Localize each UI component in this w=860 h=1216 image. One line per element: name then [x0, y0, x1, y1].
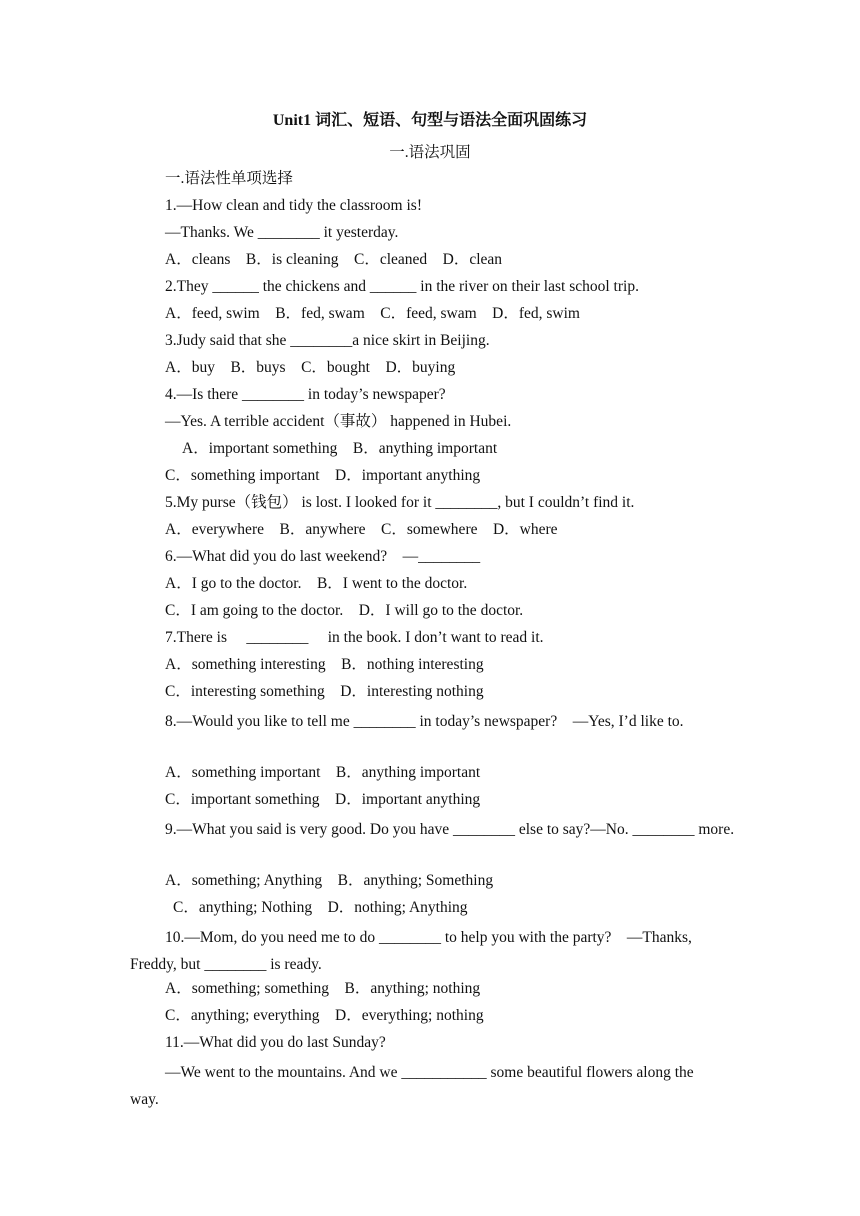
question-9-options-cd: C．anything; Nothing D．nothing; Anything — [173, 899, 468, 916]
question-1-options: A．cleans B．is cleaning C．cleaned D．clean — [165, 251, 503, 268]
question-7-options-ab: A．something interesting B．nothing interesting — [165, 656, 484, 673]
section-heading: 一.语法性单项选择 — [165, 170, 293, 187]
question-7-options-cd: C．interesting something D．interesting nothing — [165, 683, 484, 700]
question-3-options: A．buy B．buys C．bought D．buying — [165, 359, 456, 376]
question-2: 2.They ______ the chickens and ______ in the river on their last school trip. — [165, 278, 639, 295]
question-4: 4.—Is there ________ in today’s newspaper? — [165, 386, 446, 403]
question-1-answer-line: —Thanks. We ________ it yesterday. — [165, 224, 399, 241]
question-10: 10.—Mom, do you need me to do ________ to help you with the party? —Thanks, Freddy, but ________ is ready. — [130, 929, 692, 973]
question-8: 8.—Would you like to tell me ________ in today’s newspaper? —Yes, I’d like to. — [165, 713, 684, 730]
question-10-options-ab: A．something; something B．anything; nothing — [165, 980, 481, 997]
question-4-options-cd: C．something important D．important anything — [165, 467, 481, 484]
question-11-answer-line: —We went to the mountains. And we ___________ some beautiful flowers along the way. — [130, 1064, 694, 1108]
question-8-options-cd: C．important something D．important anything — [165, 791, 481, 808]
question-1: 1.—How clean and tidy the classroom is! — [165, 197, 422, 214]
question-5-options: A．everywhere B．anywhere C．somewhere D．where — [165, 521, 558, 538]
question-9-options-ab: A．something; Anything B．anything; Something — [165, 872, 494, 889]
question-10-options-cd: C．anything; everything D．everything; nothing — [165, 1007, 484, 1024]
section-subtitle: 一.语法巩固 — [389, 144, 471, 161]
document-title: Unit1 词汇、短语、句型与语法全面巩固练习 — [272, 112, 588, 129]
question-3: 3.Judy said that she ________a nice skirt in Beijing. — [165, 332, 490, 349]
question-11: 11.—What did you do last Sunday? — [165, 1034, 386, 1051]
question-4-options-ab: A．important something B．anything important — [182, 440, 498, 457]
question-2-options: A．feed, swim B．fed, swam C．feed, swam D．fed, swim — [165, 305, 580, 322]
question-6: 6.—What did you do last weekend? —________ — [165, 548, 481, 565]
question-6-options-ab: A．I go to the doctor. B．I went to the doctor. — [165, 575, 468, 592]
question-4-answer-line: —Yes. A terrible accident（事故） happened in Hubei. — [165, 413, 512, 430]
question-5: 5.My purse（钱包） is lost. I looked for it ________, but I couldn’t find it. — [165, 494, 635, 511]
question-9: 9.—What you said is very good. Do you have ________ else to say?—No. ________ more. — [165, 821, 735, 838]
question-8-options-ab: A．something important B．anything important — [165, 764, 481, 781]
question-7: 7.There is ________ in the book. I don’t want to read it. — [165, 629, 544, 646]
question-6-options-cd: C．I am going to the doctor. D．I will go to the doctor. — [165, 602, 524, 619]
